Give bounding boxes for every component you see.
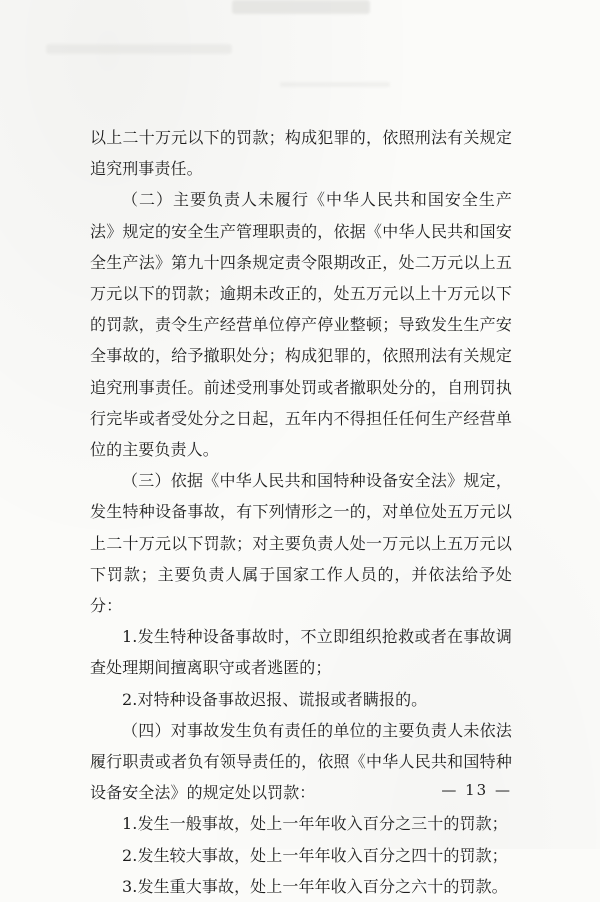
scan-bleed-mark: [232, 0, 370, 14]
list-item-4-2: 2.发生较大事故，处上一年年收入百分之四十的罚款；: [122, 845, 508, 865]
paragraph-item-2: （二）主要负责人未履行《中华人民共和国安全生产法》规定的安全生产管理职责的，依据《中华人民共和国安全生产法》第九十四条规定责令限期改正，处二万元以上五万元以下的罚款；逾期未改正的，处五万元以上十万元以下的罚款，责令生产经营单位停产停业整顿；导致发生生产安全事故的，给予撤职处分；构成犯罪的，依照刑法有关规定追究刑事责任。前述受刑事处罚或者撤职处分的，自刑罚执行完毕或者受处分之日起，五年内不得担任任何生产经营单位的主要负责人。: [90, 190, 512, 460]
paragraph-continuation: 以上二十万元以下的罚款；构成犯罪的，依照刑法有关规定追究刑事责任。: [90, 128, 512, 179]
scan-bleed-mark: [280, 82, 390, 87]
page-number: — 13 —: [441, 781, 512, 799]
scan-bleed-mark: [46, 44, 232, 54]
paragraph-item-3: （三）依据《中华人民共和国特种设备安全法》规定，发生特种设备事故，有下列情形之一的，对单位处五万元以上二十万元以下罚款；对主要负责人处一万元以上五万元以下罚款；主要负责人属于国家工作人员的，并依法给予处分：: [90, 471, 512, 616]
list-item-4-1: 1.发生一般事故，处上一年年收入百分之三十的罚款；: [122, 814, 508, 834]
list-item-4-3: 3.发生重大事故，处上一年年收入百分之六十的罚款。: [122, 876, 508, 896]
list-item-3-1: 1.发生特种设备事故时，不立即组织抢救或者在事故调查处理期间擅离职守或者逃匿的；: [90, 627, 512, 678]
list-item-3-2: 2.对特种设备事故迟报、谎报或者瞒报的。: [122, 689, 428, 709]
paragraph-item-4: （四）对事故发生负有责任的单位的主要负责人未依法履行职责或者负有领导责任的，依照《中华人民共和国特种设备安全法》的规定处以罚款：: [90, 720, 512, 803]
